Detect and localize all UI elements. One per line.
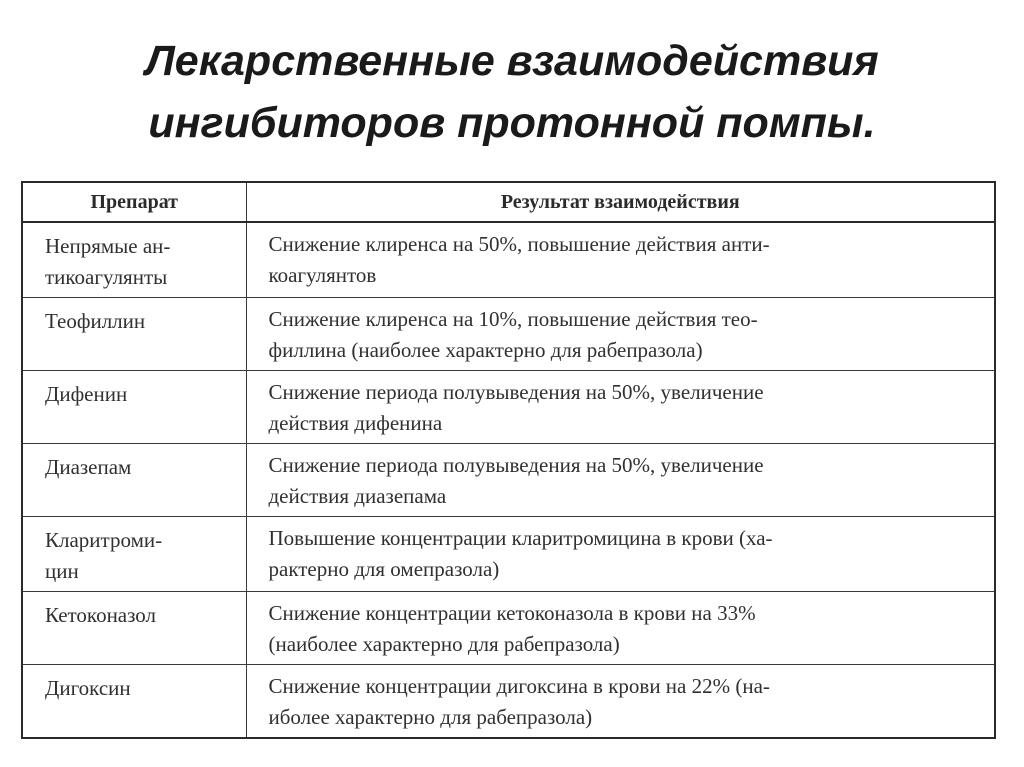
result-line: Снижение клиренса на 50%, повышение действия анти- xyxy=(268,232,770,256)
result-line: филлина (наиболее характерно для рабепразола) xyxy=(268,338,703,362)
result-line: Снижение концентрации дигоксина в крови на 22% (на- xyxy=(268,674,770,698)
interaction-result-cell xyxy=(246,517,995,592)
header-drug: Препарат xyxy=(22,182,246,222)
result-line: Снижение периода полувыведения на 50%, увеличение xyxy=(268,380,764,404)
drug-interactions-table-container xyxy=(21,181,996,739)
interaction-result-cell xyxy=(246,665,995,739)
drug-name-cell xyxy=(22,444,246,517)
drug-name-line: тикоагулянты xyxy=(45,265,168,289)
header-result: Результат взаимодействия xyxy=(246,182,995,222)
interaction-result-cell xyxy=(246,298,995,371)
drug-name-cell xyxy=(22,517,246,592)
drug-name-cell xyxy=(22,371,246,444)
table-row xyxy=(22,444,995,517)
slide-title-line-2: ингибиторов протонной помпы. xyxy=(148,99,876,147)
drug-name-line: Теофиллин xyxy=(45,309,146,333)
drug-name-cell xyxy=(22,665,246,739)
result-line: иболее характерно для рабепразола) xyxy=(268,705,593,729)
drug-name-line: Дифенин xyxy=(45,382,128,406)
interaction-result-cell xyxy=(246,371,995,444)
drug-name-cell xyxy=(22,222,246,298)
table-row xyxy=(22,222,995,298)
drug-name-line: Дигоксин xyxy=(45,676,131,700)
table-row xyxy=(22,665,995,739)
drug-interactions-table xyxy=(21,181,996,739)
drug-name-line: цин xyxy=(45,559,79,583)
slide-title-line-1: Лекарственные взаимодействия xyxy=(145,37,879,85)
result-line: (наиболее характерно для рабепразола) xyxy=(268,632,620,656)
drug-name-cell xyxy=(22,298,246,371)
result-line: Снижение периода полувыведения на 50%, увеличение xyxy=(268,453,764,477)
table-row xyxy=(22,517,995,592)
result-line: действия диазепама xyxy=(268,484,447,508)
drug-name-line: Непрямые ан- xyxy=(45,234,171,258)
table-body xyxy=(22,222,995,738)
result-line: коагулянтов xyxy=(268,263,377,287)
drug-name-line: Кларитроми- xyxy=(45,528,163,552)
table-header xyxy=(22,182,995,222)
table-row xyxy=(22,298,995,371)
table-row xyxy=(22,371,995,444)
result-line: рактерно для омепразола) xyxy=(268,557,500,581)
interaction-result-cell xyxy=(246,222,995,298)
table-header-row xyxy=(22,182,995,222)
interaction-result-cell xyxy=(246,592,995,665)
slide-title xyxy=(0,30,1024,154)
result-line: Снижение клиренса на 10%, повышение действия тео- xyxy=(268,307,758,331)
result-line: Повышение концентрации кларитромицина в крови (ха- xyxy=(268,526,773,550)
drug-name-line: Кетоконазол xyxy=(45,603,156,627)
drug-name-line: Диазепам xyxy=(45,455,132,479)
drug-name-cell xyxy=(22,592,246,665)
table-row xyxy=(22,592,995,665)
result-line: Снижение концентрации кетоконазола в крови на 33% xyxy=(268,601,756,625)
result-line: действия дифенина xyxy=(268,411,443,435)
interaction-result-cell xyxy=(246,444,995,517)
